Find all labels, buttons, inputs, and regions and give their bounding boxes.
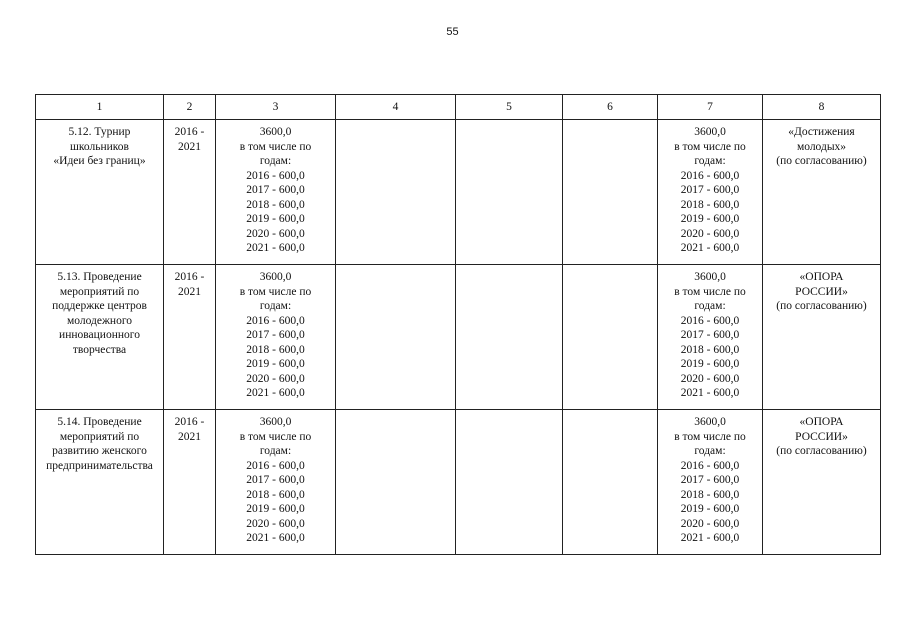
col7-year-line: 2019 - 600,0 [680, 358, 740, 370]
measure-name-line: «Идеи без границ» [53, 155, 146, 167]
col7-year-line: 2020 - 600,0 [680, 517, 740, 530]
header-cell-7: 7 [658, 95, 763, 120]
period-line: 2021 [178, 285, 201, 298]
total-amount: 3600,0 [259, 126, 292, 138]
executor-line: «ОПОРА [799, 416, 844, 428]
total-note-line: годам: [259, 445, 292, 457]
measure-name-line: 5.12. Турнир [68, 126, 131, 138]
col7-year-line: 2021 - 600,0 [680, 387, 740, 399]
col7-note-line: в том числе по [674, 285, 746, 298]
col7-funding-cell [658, 265, 763, 410]
total-year-line: 2016 - 600,0 [246, 169, 305, 182]
measure-name-line: 5.14. Проведение [57, 416, 142, 428]
page-number: 55 [446, 26, 459, 38]
col7-year-line: 2021 - 600,0 [680, 532, 740, 544]
col7-amount: 3600,0 [694, 271, 726, 283]
col7-year-line: 2016 - 600,0 [680, 169, 740, 182]
col7-funding-cell [658, 120, 763, 265]
col7-year-line: 2017 - 600,0 [680, 329, 740, 341]
col6-cell [563, 265, 658, 410]
total-amount: 3600,0 [259, 271, 292, 283]
executor-line: РОССИИ» [795, 430, 848, 443]
total-year-line: 2019 - 600,0 [246, 503, 305, 515]
col7-note-line: в том числе по [674, 140, 746, 153]
total-year-line: 2020 - 600,0 [246, 372, 305, 385]
header-cell-6: 6 [563, 95, 658, 120]
total-note-line: в том числе по [239, 430, 312, 443]
measure-name-line: 5.13. Проведение [57, 271, 142, 283]
col7-year-line: 2018 - 600,0 [680, 488, 740, 501]
measure-name-cell [36, 120, 164, 265]
col5-cell [456, 410, 563, 555]
period-line: 2016 - [174, 416, 205, 428]
col4-cell [336, 410, 456, 555]
col7-note-line: годам: [694, 300, 726, 312]
col7-year-line: 2020 - 600,0 [680, 372, 740, 385]
measure-name-line: мероприятий по [59, 430, 140, 443]
executor-cell [763, 120, 881, 265]
col7-amount: 3600,0 [694, 126, 726, 138]
measure-name-cell [36, 265, 164, 410]
col7-note-line: годам: [694, 445, 726, 457]
table-row [36, 265, 881, 410]
total-year-line: 2021 - 600,0 [246, 387, 305, 399]
col7-year-line: 2018 - 600,0 [680, 343, 740, 356]
total-year-line: 2016 - 600,0 [246, 314, 305, 327]
total-amount: 3600,0 [259, 416, 292, 428]
period-cell [164, 120, 216, 265]
measure-name-line: предпринимательства [46, 459, 153, 472]
executor-line: «ОПОРА [799, 271, 844, 283]
executor-cell [763, 410, 881, 555]
col7-year-line: 2019 - 600,0 [680, 213, 740, 225]
table-row [36, 410, 881, 555]
header-row [36, 95, 881, 120]
col7-year-line: 2017 - 600,0 [680, 184, 740, 196]
total-year-line: 2018 - 600,0 [246, 198, 305, 211]
col7-year-line: 2017 - 600,0 [680, 474, 740, 486]
header-cell-5: 5 [456, 95, 563, 120]
header-cell-8: 8 [763, 95, 881, 120]
col5-cell [456, 265, 563, 410]
executor-line: (по согласованию) [776, 155, 867, 167]
total-note-line: в том числе по [239, 285, 312, 298]
measure-name-line: мероприятий по [59, 285, 140, 298]
measure-name-line: развитию женского [52, 445, 147, 457]
total-year-line: 2018 - 600,0 [246, 343, 305, 356]
total-funding-cell [216, 265, 336, 410]
total-year-line: 2017 - 600,0 [246, 329, 305, 341]
period-cell [164, 265, 216, 410]
col7-year-line: 2021 - 600,0 [680, 242, 740, 254]
executor-line: РОССИИ» [795, 285, 848, 298]
total-year-line: 2021 - 600,0 [246, 242, 305, 254]
period-line: 2021 [178, 430, 201, 443]
measure-name-line: творчества [72, 343, 127, 356]
total-funding-cell [216, 410, 336, 555]
total-note-line: годам: [259, 300, 292, 312]
executor-line: (по согласованию) [776, 445, 867, 457]
total-year-line: 2020 - 600,0 [246, 517, 305, 530]
total-year-line: 2017 - 600,0 [246, 184, 305, 196]
total-year-line: 2016 - 600,0 [246, 459, 305, 472]
col7-year-line: 2019 - 600,0 [680, 503, 740, 515]
header-cell-3: 3 [216, 95, 336, 120]
col4-cell [336, 265, 456, 410]
col7-amount: 3600,0 [694, 416, 726, 428]
measure-name-cell [36, 410, 164, 555]
total-note-line: в том числе по [239, 140, 312, 153]
col6-cell [563, 120, 658, 265]
measure-name-line: молодежного [66, 314, 133, 327]
col7-year-line: 2018 - 600,0 [680, 198, 740, 211]
period-line: 2016 - [174, 271, 205, 283]
period-cell [164, 410, 216, 555]
measure-name-line: школьников [70, 140, 129, 153]
period-line: 2016 - [174, 126, 205, 138]
total-year-line: 2018 - 600,0 [246, 488, 305, 501]
col7-year-line: 2016 - 600,0 [680, 314, 740, 327]
col4-cell [336, 120, 456, 265]
total-year-line: 2017 - 600,0 [246, 474, 305, 486]
header-cell-4: 4 [336, 95, 456, 120]
col7-note-line: в том числе по [674, 430, 746, 443]
total-note-line: годам: [259, 155, 292, 167]
col7-note-line: годам: [694, 155, 726, 167]
col7-year-line: 2016 - 600,0 [680, 459, 740, 472]
executor-line: молодых» [796, 140, 847, 153]
header-cell-2: 2 [164, 95, 216, 120]
total-year-line: 2019 - 600,0 [246, 358, 305, 370]
total-year-line: 2019 - 600,0 [246, 213, 305, 225]
total-year-line: 2020 - 600,0 [246, 227, 305, 240]
col5-cell [456, 120, 563, 265]
total-year-line: 2021 - 600,0 [246, 532, 305, 544]
measure-name-line: поддержке центров [52, 300, 147, 312]
total-funding-cell [216, 120, 336, 265]
executor-line: (по согласованию) [776, 300, 867, 312]
col7-funding-cell [658, 410, 763, 555]
table-row [36, 120, 881, 265]
budget-table [35, 94, 881, 555]
header-cell-1: 1 [36, 95, 164, 120]
executor-line: «Достижения [788, 126, 855, 138]
col6-cell [563, 410, 658, 555]
executor-cell [763, 265, 881, 410]
period-line: 2021 [178, 140, 201, 153]
col7-year-line: 2020 - 600,0 [680, 227, 740, 240]
measure-name-line: инновационного [59, 329, 140, 341]
